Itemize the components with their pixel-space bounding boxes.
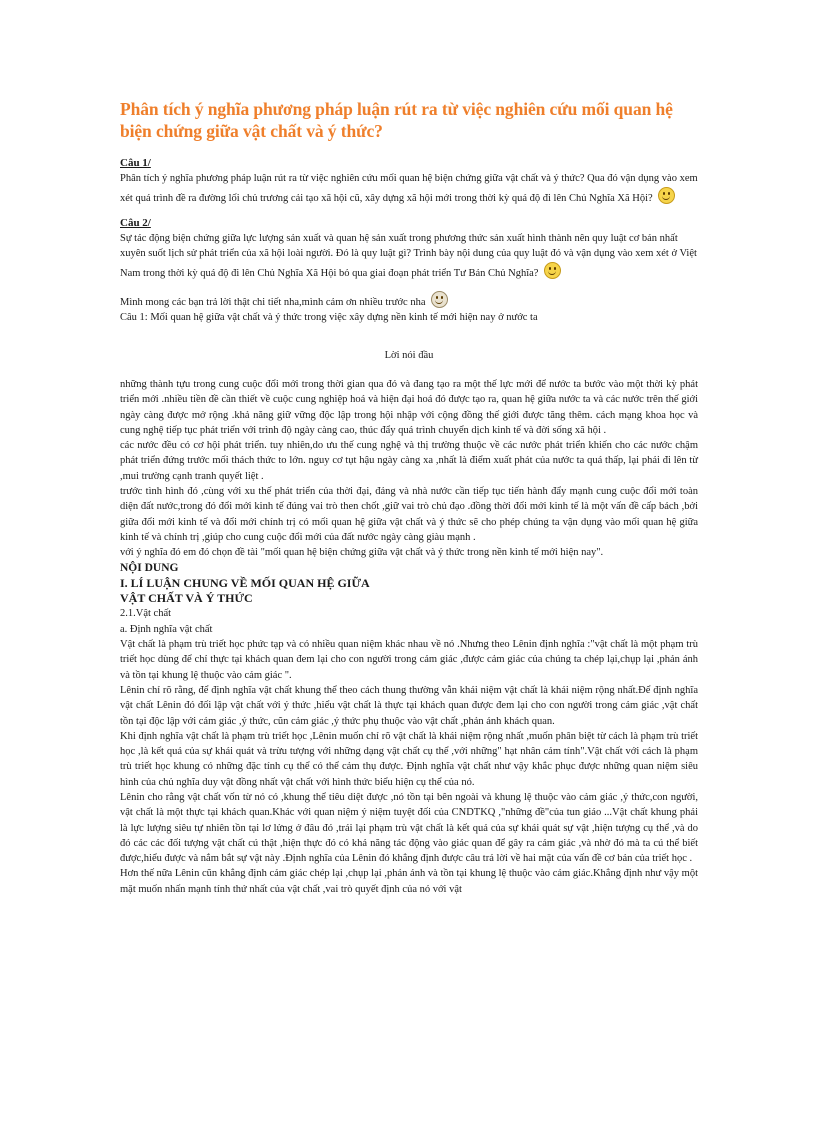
paragraph: Lênin chỉ rõ rằng, để định nghĩa vật chất khung thể theo cách thung thường vẫn khái niệm vật chất là khái niệm rộng nhất.Để định nghĩa vật chất Lênin đó đối lập vật chất với ý thức ,hiểu vật chất là thực tại khách quan được đem lại cho con người trong cảm giác ,vật chất tồn tại độc lập với cảm giác ,ý thức, cũn cảm giác ,ý thức phụ thuộc vào vật chất ,phản ánh khách quan. — [120, 684, 698, 727]
paragraph: các nước đều có cơ hội phát triển. tuy nhiên,do ưu thế cung nghệ và thị trường thuộc về các nước phát triển khiến cho các nước chậm phát triển đứng trước mối thách thức to lớn. nguy cơ tụt hậu ngày càng xa ,nhất là điểm xuất phát của nước ta quá thấp, lại phải đi lên từ ,mui trường cạnh tranh quyết liệt . — [120, 440, 698, 482]
question-1 — [120, 156, 698, 206]
paragraph: Lênin cho rằng vật chất vốn từ nó có ,khung thể tiêu diệt được ,nó tồn tại bên ngoài và khung lệ thuộc vào cảm giác ,ý thức,con người, vật chất là một thực tại khách quan.Khác với quan niệm ý niệm tuyệt đối của CNDTKQ ,"những đề"của tun giáo ...Vật chất khung phải là lực lượng siêu tự nhiên tồn tại lơ lửng ở đâu đó ,trái lại phạm trù vật chất là kết quả của sự khái quát sự vật ,hiện tượng cụ thể ,và do đó các các đối tượng vật chất cú thật ,hiện thực đó có khả năng tác động vào giác quan để gây ra cảm giác ,và nhờ đó mà ta cú thể biết được,hiểu được và nắm bắt sự vật này .Định nghĩa của Lênin đó khẳng định được câu trả lời về hai mặt của vấn đề cơ bản của triết học . — [120, 791, 698, 865]
document-page — [120, 98, 698, 897]
paragraph: với ý nghĩa đó em đó chọn đề tài "mối quan hệ biện chứng giữa vật chất và ý thức trong nền kinh tế mới hiện nay". — [120, 547, 604, 559]
preface-title: Lời nói đầu — [384, 349, 434, 361]
subsection-heading: a. Định nghĩa vật chất — [120, 623, 213, 635]
preface-body — [120, 377, 698, 561]
paragraph: những thành tựu trong cung cuộc đổi mới trong thời gian qua đó và đang tạo ra một thế lực mới để nước ta bước vào một thời kỳ phát triển mới .nhiều tiền đề cần thiết về cuộc cung nghiệp hoá và hiện đại hoá đó được tạo ra, quan hệ giữa nước ta và các nước trên thế giới ngày càng được mở rộng .khả năng giữ vững độc lập trong hội nhập với cộng đồng thế giới được tăng thêm. cách mạng khoa học và cung nghệ tiếp tục phát triển với trình độ ngày càng cao, thúc đẩy quá trình chuyển dịch kinh tế và đời sống xã hội . — [120, 378, 698, 436]
question-1-heading: Câu 1/ — [120, 157, 151, 169]
section-heading-content: NỘI DUNG — [120, 561, 179, 574]
question-1-text: Phân tích ý nghĩa phương pháp luận rút ra từ việc nghiên cứu mối quan hệ biện chứng giữa vật chất và ý thức? Qua đó vận dụng vào xem xét quá trình đề ra đường lối chủ trương cải tạo xã hội cũ, xây dựng xã hội mới trong thời kỳ quá độ đi lên Chủ Nghĩa Xã Hội? — [120, 173, 698, 204]
question-2-text: Sự tác động biện chứng giữa lực lượng sản xuất và quan hệ sản xuất trong phương thức sản xuất hình thành nên quy luật cơ bản nhất xuyên suốt lịch sử phát triển của xã hội loài người. Đó là quy luật gì? Trình bày nội dung của quy luật đó và vận dụng vào xem xét ở Việt Nam trong thời kỳ quá độ đi lên Chủ Nghĩa Xã Hội bỏ qua giai đoạn phát triển Tư Bản Chủ Nghĩa? — [120, 233, 697, 279]
subsection-heading: 2.1.Vật chất — [120, 608, 172, 620]
question-2 — [120, 216, 698, 281]
grinning-face-icon — [431, 291, 448, 308]
smiley-icon — [658, 187, 675, 204]
section-heading-part1b: VẬT CHẤT VÀ Ý THỨC — [120, 591, 253, 606]
content-body — [120, 637, 698, 897]
document-title: Phân tích ý nghĩa phương pháp luận rút ra từ việc nghiên cứu mối quan hệ biện chứng giữa vật chất và ý thức? — [120, 99, 673, 141]
smiley-icon — [544, 262, 561, 279]
section-heading-part1: I. LÍ LUẬN CHUNG VỀ MỐI QUAN HỆ GIỮA — [120, 575, 370, 590]
paragraph: Vật chất là phạm trù triết học phức tạp và có nhiều quan niệm khác nhau về nó .Nhưng theo Lênin định nghĩa :"vật chất là một phạm trù triết học dùng để chỉ thực tại khách quan đem lại cho con người trong cảm giác ,được cảm giác của chúng ta chép lại,chụp lại ,phản ánh và tồn tại khung lệ thuộc vào cảm giác ". — [120, 639, 698, 681]
question-2-heading: Câu 2/ — [120, 216, 151, 229]
paragraph: trước tình hình đó ,cùng với xu thế phát triển của thời đại, đảng và nhà nước cần tiếp tục tiến hành đẩy mạnh cung cuộc đổi mới toàn diện đất nước,trong đó đổi mới kinh tế đúng vai trò then chốt ,giữ vai trò chủ đạo .đồng thời đổi mới kinh tế là một vấn đề cấp bách ,bởi giữa đổi mới kinh tế và đổi mới chính trị có mối quan hệ giữa vật chất và ý thức sẽ cho phép chúng ta vận dụng vào mối quan hệ giữa kinh tế và chính trị ,giúp cho cung cuộc đổi mới của đất nước ngày càng giàu mạnh . — [120, 486, 698, 543]
thanks-line: Mình mong các bạn trả lời thật chi tiết nha,mình cảm ơn nhiều trước nha — [120, 291, 698, 310]
intro-question: Câu 1: Mối quan hệ giữa vật chất và ý thức trong việc xây dựng nền kinh tế mới hiện nay ở nước ta — [120, 312, 538, 324]
paragraph: Khi định nghĩa vật chất là phạm trù triết học ,Lênin muốn chỉ rõ vật chất là khái niệm rộng nhất ,muốn phân biệt từ cách là phạm trù triết học ,là kết quả của sự khái quát và trừu tượng với những dạng vật chất cụ thể ,với những" hạt nhân cảm tính".Vật chất với cách là phạm trù triết học khung có những đặc tính cụ thể có thể cảm thụ được. Định nghĩa vật chất như vậy khắc phục được những quan niệm siêu hình của chủ nghĩa duy vật đồng nhất vật chất với hình thức biểu hiện cụ thể của nó. — [120, 730, 698, 788]
paragraph: Hơn thế nữa Lênin cũn khẳng định cảm giác chép lại ,chụp lại ,phản ánh và tồn tại khung lệ thuộc vào cảm giác.Khẳng định như vậy một mặt muốn nhấn mạnh tính thứ nhất của vật chất ,vai trò quyết định của nó với vật — [120, 868, 698, 895]
